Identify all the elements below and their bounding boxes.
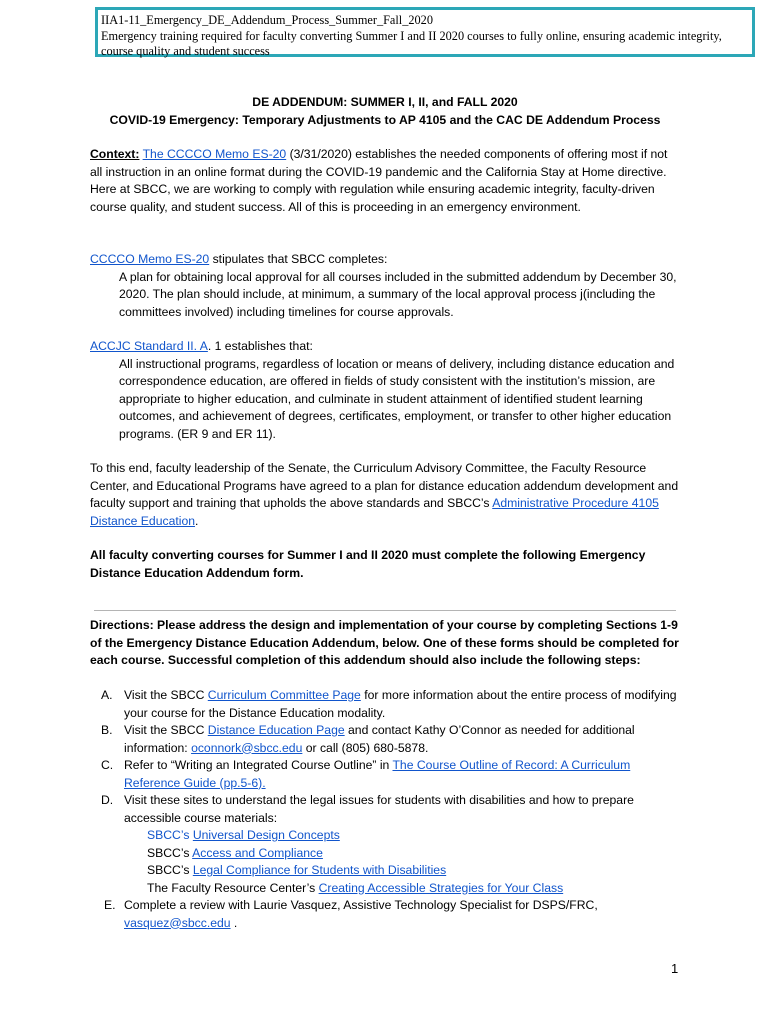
sub1-prefix: SBCC’s (147, 828, 193, 842)
step-b-marker: B. (101, 723, 113, 737)
curriculum-committee-link[interactable]: Curriculum Committee Page (207, 688, 361, 702)
context-text: (3/31/2020) establishes the needed components of offering most if not all instruction in an online format during the COVID-19 pandemic and the California Stay at Home directive. Here at SBCC, we are working to comply with regulation while ensuring academic integrity, faculty-driven course quality, and student success. All of this is proceeding in an emergency environment. (90, 147, 668, 214)
step-e-post: . (230, 915, 238, 930)
sub4-prefix: The Faculty Resource Center’s (147, 880, 319, 895)
page-number: 1 (671, 961, 679, 976)
memo-text: stipulates that SBCC completes: (209, 252, 388, 266)
requirement-statement: All faculty converting courses for Summer I and II 2020 must complete the following Emergency Distance Education Addendum form. (90, 548, 646, 580)
accjc-standard-link[interactable]: ACCJC Standard II. A (90, 339, 208, 353)
legal-compliance-link[interactable]: Legal Compliance for Students with Disabilities (192, 863, 447, 877)
universal-design-link[interactable]: Universal Design Concepts (192, 828, 340, 842)
document-description: Emergency training required for faculty converting Summer I and II 2020 courses to fully online, ensuring academic integrity, course quality and student success (101, 28, 722, 58)
section-divider (94, 610, 676, 611)
step-a-marker: A. (101, 688, 113, 702)
step-b (90, 722, 680, 757)
step-b-text: Visit the SBCC (124, 723, 208, 737)
sub-item-universal-design (147, 827, 680, 845)
step-c (90, 757, 680, 792)
sub-item-accessible-strategies (147, 880, 680, 898)
administrative-procedure-link[interactable]: Administrative Procedure 4105 Distance Education (90, 496, 659, 528)
step-c-text: Refer to “Writing an Integrated Course Outline” in (124, 758, 393, 772)
steps-list-container (90, 687, 680, 932)
agreement-paragraph (90, 460, 680, 530)
distance-education-link[interactable]: Distance Education Page (207, 723, 345, 737)
step-d-marker: D. (101, 793, 114, 807)
document-header-box (95, 7, 755, 57)
document-id: IIA1-11_Emergency_DE_Addendum_Process_Summer_Fall_2020 (101, 13, 433, 27)
step-a-text: Visit the SBCC (124, 688, 208, 702)
oconnork-email-link[interactable]: oconnork@sbcc.edu (191, 740, 303, 755)
step-d (90, 792, 680, 827)
step-a-post: for more information about the entire process of modifying your course for the Distance Education modality. (124, 688, 677, 720)
cccco-memo-es20-link[interactable]: CCCCO Memo ES-20 (90, 252, 210, 266)
context-label: Context: (90, 147, 140, 161)
context-paragraph (90, 146, 680, 216)
document-title: DE ADDENDUM: SUMMER I, II, and FALL 2020 (252, 95, 518, 109)
step-e-text: Complete a review with Laurie Vasquez, Assistive Technology Specialist for DSPS/FRC, (124, 898, 598, 912)
access-compliance-link[interactable]: Access and Compliance (192, 845, 323, 860)
steps-list-continued (90, 897, 680, 932)
step-a (90, 687, 680, 722)
accjc-section (90, 338, 680, 443)
memo-detail: A plan for obtaining local approval for all courses included in the submitted addendum by December 30, 2020. The plan should include, at minimum, a summary of the local approval process j(including the committees involved) including timelines for course approvals. (119, 269, 677, 319)
agreement-text: To this end, faculty leadership of the Senate, the Curriculum Advisory Committee, the Faculty Resource Center, and Educational Programs have agreed to a plan for distance education addendum development and faculty support and training that upholds the above standards and SBCC’s (90, 461, 679, 510)
vasquez-email-link[interactable]: vasquez@sbcc.edu (124, 915, 231, 930)
step-d-text: Visit these sites to understand the legal issues for students with disabilities and how to prepare accessible course materials: (124, 793, 634, 825)
document-subtitle: COVID-19 Emergency: Temporary Adjustments to AP 4105 and the CAC DE Addendum Process (109, 113, 661, 127)
cccco-memo-link[interactable]: The CCCCO Memo ES-20 (142, 147, 287, 161)
accjc-detail: All instructional programs, regardless of location or means of delivery, including distance education and correspondence education, are offered in fields of study consistent with the institution’s mission, are appropriate to higher education, and culminate in student attainment of identified student learning outcomes, and achievement of degrees, certificates, employment, or transfer to other higher education programs. (ER 9 and ER 11). (119, 356, 675, 441)
accjc-text: . 1 establishes that: (207, 339, 313, 353)
course-outline-guide-link[interactable]: The Course Outline of Record: A Curriculum Reference Guide (pp.5-6). (124, 758, 631, 790)
step-e (90, 897, 680, 932)
directions-paragraph: Directions: Please address the design and implementation of your course by completing Sections 1-9 of the Emergency Distance Education Addendum, below. One of these forms should be completed for each course. Successful completion of this addendum should also include the following steps: (90, 618, 679, 667)
sub3-prefix: SBCC’s (147, 863, 193, 877)
sub-item-access-compliance (147, 845, 680, 863)
step-b-mid: and contact Kathy O’Connor as needed for additional information: (124, 723, 635, 755)
step-e-marker: E. (104, 898, 116, 912)
accessible-strategies-link[interactable]: Creating Accessible Strategies for Your Class (318, 880, 564, 895)
step-b-post: or call (805) 680-5878. (302, 740, 429, 755)
sub-item-legal-compliance (147, 862, 680, 880)
agreement-end: . (195, 513, 199, 528)
steps-list (90, 687, 680, 827)
memo-section (90, 251, 680, 321)
step-c-marker: C. (101, 758, 114, 772)
sub2-prefix: SBCC’s (147, 845, 193, 860)
